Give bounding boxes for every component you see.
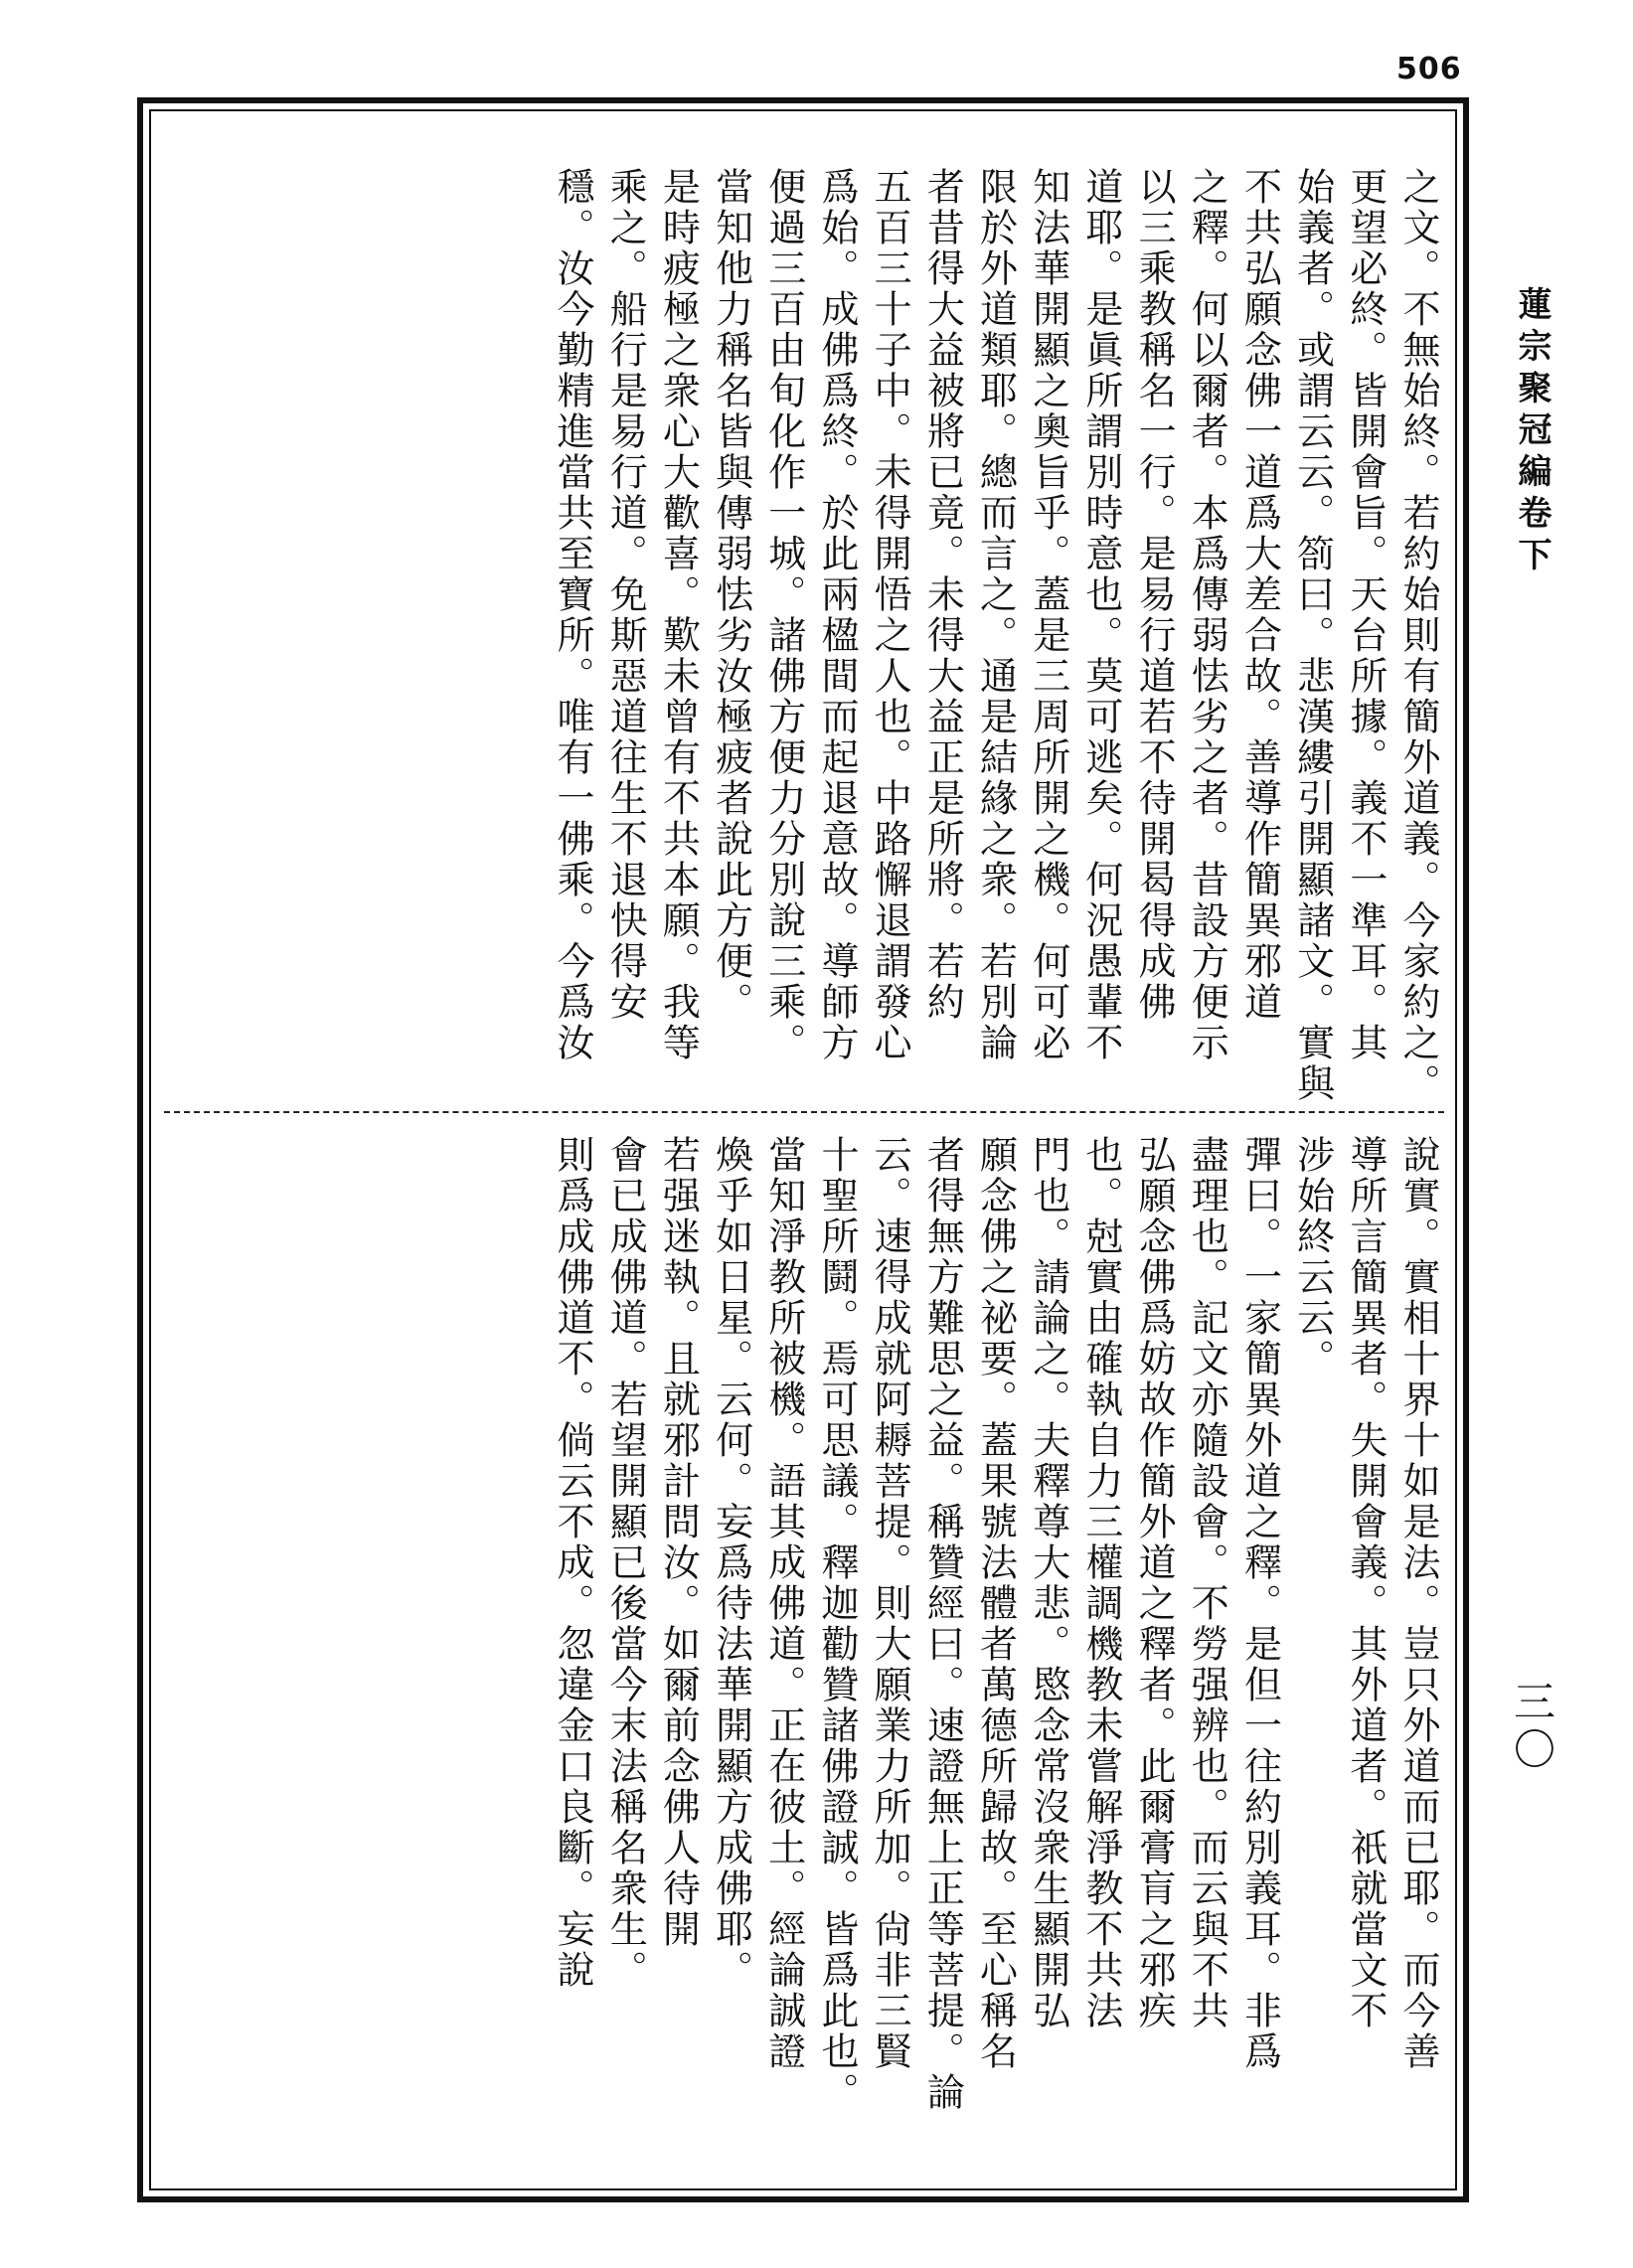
- text-column: 始義者。或謂云云。箚曰。悲漢縷引開顯諸文。實與: [1290, 167, 1335, 1104]
- text-column: 十聖所鬪。焉可思議。釋迦勸贊諸佛證誠。皆爲此也。: [814, 1135, 859, 2113]
- text-column: 道耶。是眞所謂別時意也。莫可逃矣。何況愚輩不: [1078, 167, 1123, 1063]
- text-column: 也。尅實由確執自力三權調機教未嘗解淨教不共法: [1078, 1135, 1123, 2031]
- text-column: 當知他力稱名皆與傳弱怯劣汝極疲者說此方便。: [709, 167, 753, 1023]
- text-column: 不共弘願念佛一道爲大差合故。善導作簡異邪道: [1237, 167, 1282, 1023]
- text-column: 云。速得成就阿耨菩提。則大願業力所加。尙非三賢: [868, 1135, 912, 2072]
- text-column: 穩。汝今勤精進當共至寶所。唯有一佛乘。今爲汝: [551, 167, 594, 1063]
- text-column: 以三乘教稱名一行。是易行道若不待開曷得成佛: [1132, 167, 1177, 1023]
- text-column: 者得無方難思之益。稱贊經曰。速證無上正等菩提。論: [920, 1135, 965, 2113]
- text-column: 知法華開顯之奧旨乎。蓋是三周所開之機。何可必: [1026, 167, 1070, 1063]
- text-column: 則爲成佛道不。倘云不成。忽違金口良斷。妄說: [551, 1135, 594, 1991]
- text-column: 願念佛之祕要。蓋果號法體者萬德所歸故。至心稱名: [973, 1135, 1018, 2072]
- lower-text-block: [546, 1135, 1444, 2169]
- text-column: 若强迷執。且就邪計問汝。如爾前念佛人待開: [656, 1135, 701, 1950]
- page-number: 506: [1396, 52, 1462, 86]
- text-column: 更望必終。皆開會旨。天台所據。義不一準耳。其: [1343, 167, 1388, 1063]
- text-column: 導所言簡異者。失開會義。其外道者。祇就當文不: [1343, 1135, 1388, 2031]
- text-column: 說實。實相十界十如是法。豈只外道而已耶。而今善: [1396, 1135, 1440, 2072]
- text-column: 之文。不無始終。若約始則有簡外道義。今家約之。: [1396, 167, 1440, 1104]
- upper-text-block: [546, 167, 1444, 1104]
- text-column: 是時疲極之衆心大歡喜。歎未曾有不共本願。我等: [656, 167, 701, 1063]
- text-column: 五百三十子中。未得開悟之人也。中路懈退謂發心: [868, 167, 912, 1063]
- section-divider: [164, 1111, 1444, 1113]
- text-column: 限於外道類耶。總而言之。通是結緣之衆。若別論: [973, 167, 1018, 1063]
- text-column: 彈曰。一家簡異外道之釋。是但一往約別義耳。非爲: [1237, 1135, 1282, 2072]
- text-column: 涉始終云云。: [1290, 1135, 1335, 1379]
- text-column: 盡理也。記文亦隨設會。不勞强辨也。而云與不共: [1185, 1135, 1229, 2031]
- text-column: 之釋。何以爾者。本爲傳弱怯劣之者。昔設方便示: [1185, 167, 1229, 1063]
- text-column: 爲始。成佛爲終。於此兩楹間而起退意故。導師方: [814, 167, 859, 1063]
- text-column: 乘之。船行是易行道。免斯惡道往生不退快得安: [603, 167, 648, 1023]
- text-column: 門也。請論之。夫釋尊大悲。愍念常沒衆生顯開弘: [1026, 1135, 1070, 2031]
- text-column: 當知淨教所被機。語其成佛道。正在彼土。經論誠證: [761, 1135, 806, 2072]
- side-title: 蓮宗聚冠編卷下: [1512, 286, 1551, 578]
- text-column: 便過三百由旬化作一城。諸佛方便力分別說三乘。: [761, 167, 806, 1063]
- text-column: 會已成佛道。若望開顯已後當今末法稱名衆生。: [603, 1135, 648, 1991]
- text-column: 者昔得大益被將已竟。未得大益正是所將。若約: [920, 167, 965, 1023]
- text-column: 煥乎如日星。云何。妄爲待法華開顯方成佛耶。: [709, 1135, 753, 1991]
- leaf-number: 三〇: [1508, 1680, 1556, 1775]
- text-column: 弘願念佛爲妨故作簡外道之釋者。此爾膏肓之邪疾: [1132, 1135, 1177, 2031]
